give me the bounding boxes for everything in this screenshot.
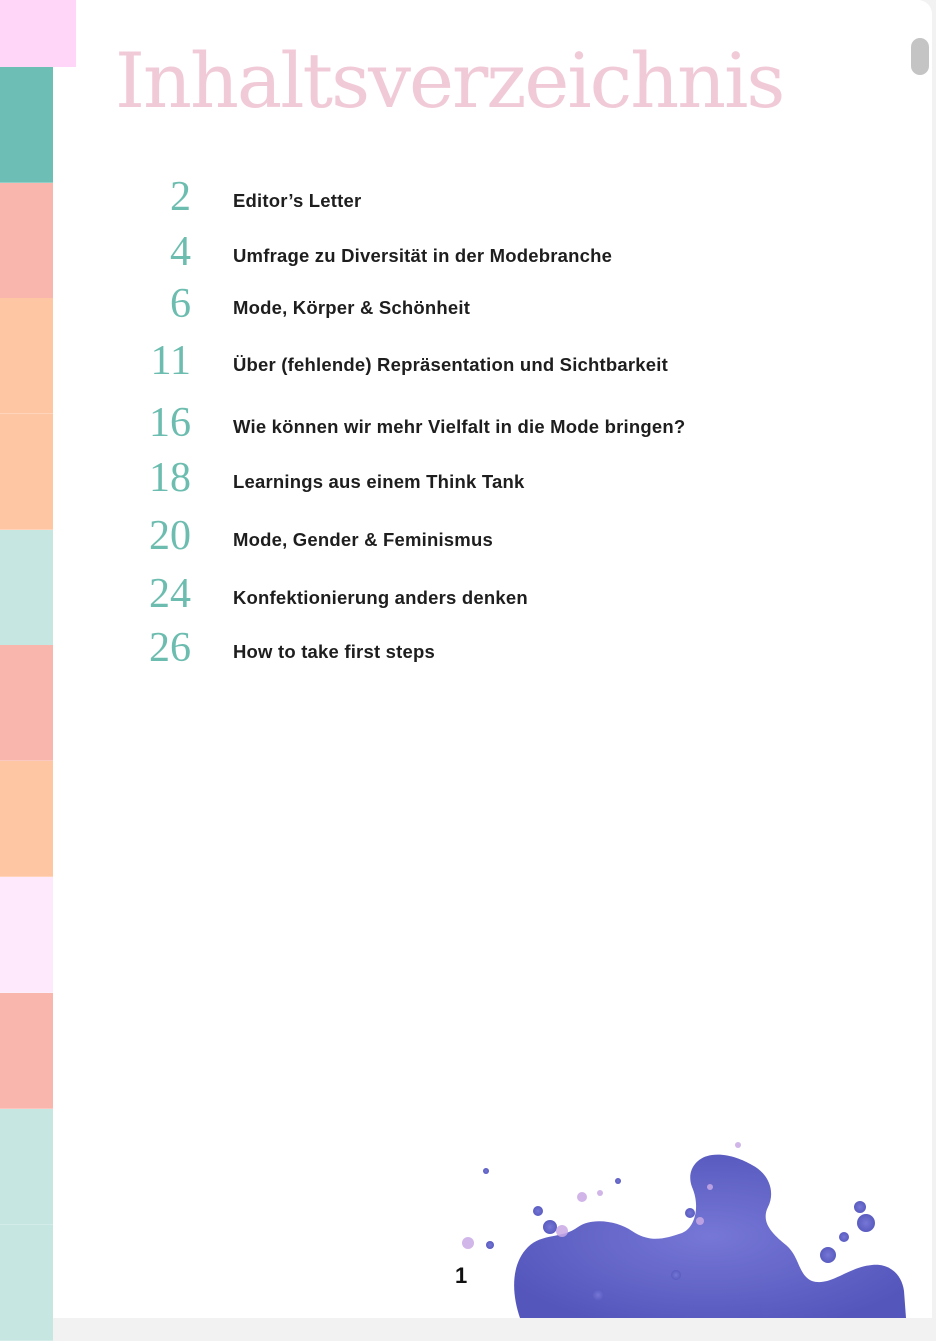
toc-page-number: 2 [170, 174, 191, 220]
toc-page-number: 4 [170, 229, 191, 275]
toc-page-number: 26 [149, 625, 191, 671]
toc-entry[interactable] [0, 231, 936, 281]
toc-entry[interactable] [0, 176, 936, 226]
page-number: 1 [455, 1263, 468, 1288]
toc-entry-label: Learnings aus einem Think Tank [233, 471, 525, 492]
toc-entry-label: How to take first steps [233, 641, 435, 662]
section-tab[interactable] [0, 761, 53, 877]
toc-entry-label: Konfektionierung anders denken [233, 587, 528, 608]
toc-page-number: 24 [149, 571, 191, 617]
toc-entry-label: Umfrage zu Diversität in der Modebranche [233, 245, 613, 266]
toc-page-number: 11 [150, 338, 191, 384]
toc-entry[interactable] [0, 402, 936, 452]
toc-entry[interactable] [0, 627, 936, 677]
toc-entry[interactable] [0, 283, 936, 333]
toc-entry-label: Mode, Körper & Schönheit [233, 297, 471, 318]
section-tab[interactable] [0, 67, 53, 183]
toc-page-number: 20 [149, 513, 191, 559]
toc-entry[interactable] [0, 340, 936, 390]
section-tab[interactable] [0, 993, 53, 1109]
toc-page-number: 18 [149, 455, 191, 501]
toc-page-number: 6 [170, 281, 191, 327]
scrollbar-thumb[interactable] [911, 38, 929, 75]
toc-entry-label: Über (fehlende) Repräsentation und Sichtbarkeit [233, 354, 668, 375]
toc-entry[interactable] [0, 573, 936, 623]
section-tab[interactable] [0, 1109, 53, 1225]
section-tab[interactable] [0, 1225, 53, 1341]
toc-entry[interactable] [0, 457, 936, 507]
section-tab-top[interactable] [0, 0, 76, 67]
toc-entry-label: Wie können wir mehr Vielfalt in die Mode bringen? [233, 416, 686, 437]
toc-entry-label: Editor’s Letter [233, 190, 362, 211]
section-tab[interactable] [0, 877, 53, 993]
toc-page-number: 16 [149, 400, 191, 446]
toc-entry-label: Mode, Gender & Feminismus [233, 529, 493, 550]
toc-entry[interactable] [0, 515, 936, 565]
watercolor-splash-illustration [450, 1135, 910, 1318]
page-title: Inhaltsverzeichnis [115, 36, 784, 125]
